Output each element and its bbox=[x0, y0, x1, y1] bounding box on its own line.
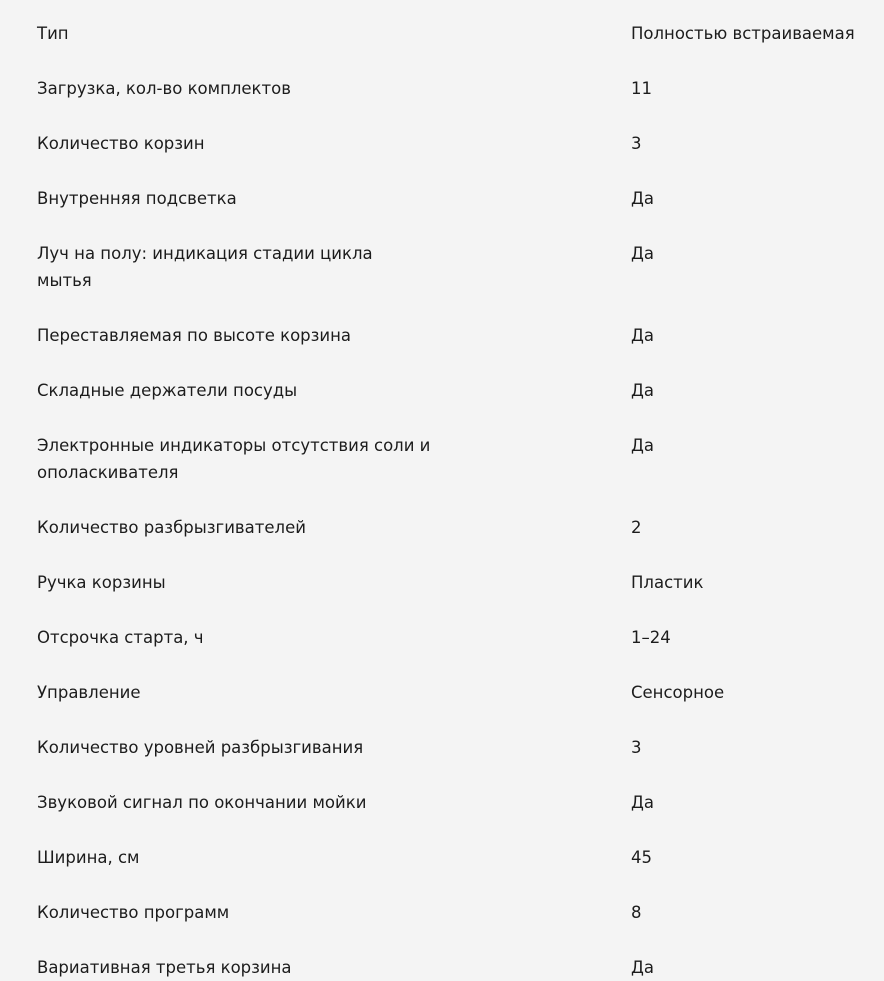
spec-label: Вариативная третья корзина bbox=[37, 958, 292, 977]
spec-value: 8 bbox=[631, 903, 642, 922]
spec-label: Звуковой сигнал по окончании мойки bbox=[37, 793, 367, 812]
spec-row-floor-beam bbox=[0, 240, 884, 294]
spec-row-sprayers bbox=[0, 514, 884, 541]
spec-label: Количество корзин bbox=[37, 134, 205, 153]
spec-value: 1–24 bbox=[631, 628, 671, 647]
spec-value: Полностью встраиваемая bbox=[631, 24, 855, 43]
spec-label: Ручка корзины bbox=[37, 573, 166, 592]
spec-value: 11 bbox=[631, 79, 652, 98]
spec-value: Пластик bbox=[631, 573, 704, 592]
spec-value: Да bbox=[631, 326, 655, 345]
spec-value: Да bbox=[631, 189, 655, 208]
spec-value: 2 bbox=[631, 518, 642, 537]
spec-value: 45 bbox=[631, 848, 652, 867]
spec-label: Внутренняя подсветка bbox=[37, 189, 237, 208]
spec-value: 3 bbox=[631, 134, 642, 153]
spec-value: Да bbox=[631, 381, 655, 400]
spec-row-control bbox=[0, 679, 884, 706]
spec-row-delay-start bbox=[0, 624, 884, 651]
spec-row-interior-light bbox=[0, 185, 884, 212]
spec-row-end-signal bbox=[0, 789, 884, 816]
spec-label: Количество программ bbox=[37, 903, 230, 922]
spec-label: Количество разбрызгивателей bbox=[37, 518, 306, 537]
spec-value: Да bbox=[631, 793, 655, 812]
spec-row-width bbox=[0, 844, 884, 871]
spec-row-third-basket bbox=[0, 954, 884, 981]
spec-row-salt-indicators bbox=[0, 432, 884, 486]
spec-label: Переставляемая по высоте корзина bbox=[37, 326, 352, 345]
spec-label: Тип bbox=[37, 24, 69, 43]
spec-label: Загрузка, кол-во комплектов bbox=[37, 79, 291, 98]
spec-label: Складные держатели посуды bbox=[37, 381, 298, 400]
spec-label: Ширина, см bbox=[37, 848, 140, 867]
spec-value: Да bbox=[631, 436, 655, 455]
spec-value: 3 bbox=[631, 738, 642, 757]
spec-row-spray-levels bbox=[0, 734, 884, 761]
spec-label: Отсрочка старта, ч bbox=[37, 628, 204, 647]
spec-label: Электронные индикаторы отсутствия соли и ополаскивателя bbox=[37, 436, 431, 482]
spec-row-load bbox=[0, 75, 884, 102]
spec-row-programs bbox=[0, 899, 884, 926]
spec-value: Сенсорное bbox=[631, 683, 725, 702]
spec-value: Да bbox=[631, 958, 655, 977]
spec-row-folding-holders bbox=[0, 377, 884, 404]
spec-row-basket-handle bbox=[0, 569, 884, 596]
spec-row-type bbox=[0, 20, 884, 47]
spec-row-baskets bbox=[0, 130, 884, 157]
spec-label: Луч на полу: индикация стадии цикла мытья bbox=[37, 244, 373, 290]
spec-row-adjustable-basket bbox=[0, 322, 884, 349]
spec-label: Количество уровней разбрызгивания bbox=[37, 738, 364, 757]
spec-label: Управление bbox=[37, 683, 141, 702]
spec-value: Да bbox=[631, 244, 655, 263]
